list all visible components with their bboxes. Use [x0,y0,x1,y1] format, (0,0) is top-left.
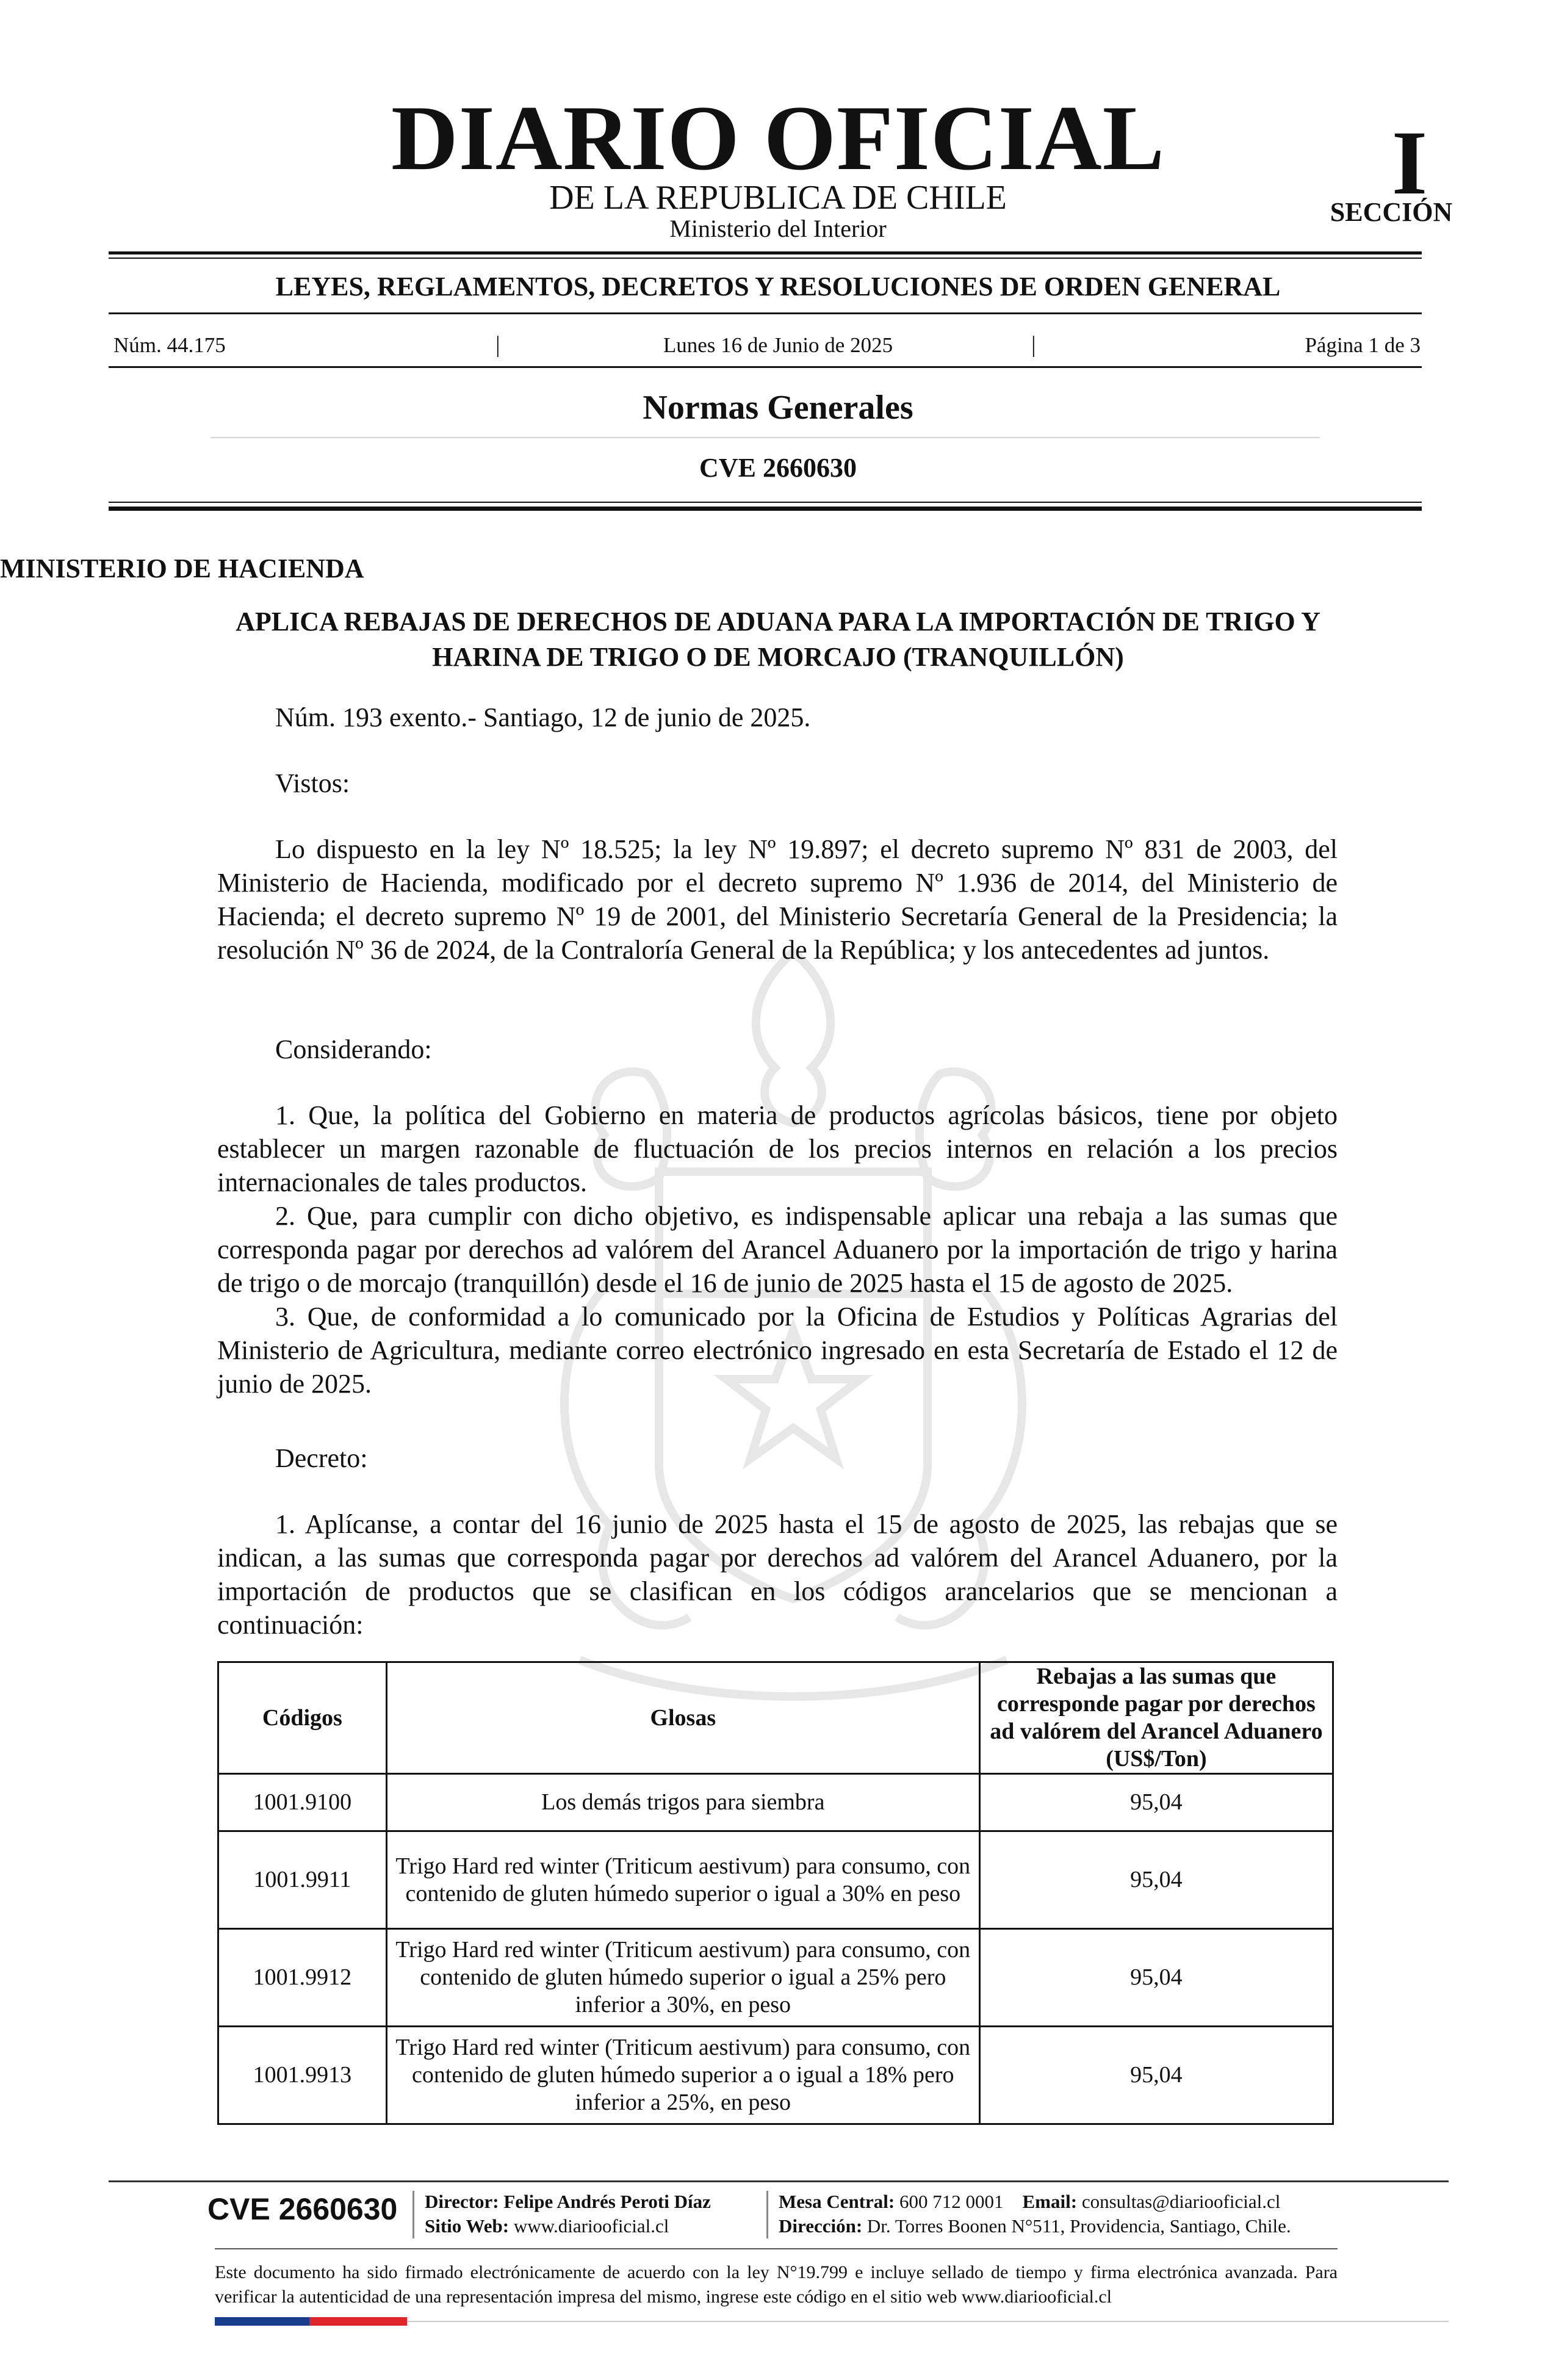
cve-rule-thick [109,507,1422,511]
decree-number-line: Núm. 193 exento.- Santiago, 12 de junio de 2025. [275,702,811,732]
header-rule-top-thin [109,258,1422,259]
footer-website: Sitio Web: www.diariooficial.cl [425,2215,669,2237]
table-row [218,1831,1333,1929]
cell-gloss: Trigo Hard red winter (Triticum aestivum) para consumo, con contenido de gluten húmedo superior a o igual a 18% pero inferior a 25%, en peso [386,2027,979,2124]
cell-gloss: Los demás trigos para siembra [386,1774,979,1831]
vistos-paragraph: Lo dispuesto en la ley Nº 18.525; la ley Nº 19.897; el decreto supremo Nº 831 de 2003, del Ministerio de Hacienda, modificado por el decreto supremo Nº 1.936 de 2014, del Ministerio de Hacienda; el decreto supremo Nº 19 de 2001, del Ministerio Secretaría General de la Presidencia; la resolución Nº 36 de 2024, de la Contraloría General de la República; y los antecedentes ad juntos. [217,834,1338,965]
decreto-article-1: 1. Aplícanse, a contar del 16 junio de 2025 hasta el 15 de agosto de 2025, las rebajas que se indican, a las sumas que corresponda pagar por derechos ad valórem del Arancel Aduanero, por la importación de productos que se clasifican en los códigos arancelarios que se mencionan a continuación: [217,1509,1338,1640]
column-header-codes: Códigos [218,1662,387,1774]
footer-director: Director: Felipe Andrés Peroti Díaz [425,2191,711,2212]
considerando-item: 2. Que, para cumplir con dicho objetivo, es indispensable aplicar una rebaja a las sumas que corresponda pagar por derechos ad valórem del Arancel Aduanero por la importación de trigo y harina de trigo o de morcajo (tranquillón) desde el 16 de junio de 2025 hasta el 15 de agosto de 2025. [217,1201,1338,1298]
vistos-heading: Vistos: [275,768,350,798]
masthead: DIARIO OFICIAL [391,87,1165,189]
flag-stripe-red [309,2317,407,2326]
info-rule [109,366,1422,368]
tariff-table [217,1661,1334,2125]
considerando-heading: Considerando: [275,1034,432,1064]
cell-code: 1001.9912 [218,1929,387,2027]
footer-phone-email: Mesa Central: 600 712 0001 Email: consultas@diariooficial.cl [779,2191,1281,2212]
info-separator: | [495,332,500,358]
norms-divider [211,437,1320,438]
decreto-heading: Decreto: [275,1443,368,1473]
cve-code: CVE 2660630 [699,453,857,483]
category-rule [109,312,1422,314]
website-link[interactable]: www.diariooficial.cl [513,2215,669,2237]
header-rule-top [109,251,1422,254]
footer-rule [109,2180,1449,2182]
cell-gloss: Trigo Hard red winter (Triticum aestivum) para consumo, con contenido de gluten húmedo superior o igual a 30% en peso [386,1831,979,1929]
cell-gloss: Trigo Hard red winter (Triticum aestivum) para consumo, con contenido de gluten húmedo superior o igual a 25% pero inferior a 30%, en peso [386,1929,979,2027]
info-separator: | [1031,332,1036,358]
table-row [218,1774,1333,1831]
considerando-item: 3. Que, de conformidad a lo comunicado por la Oficina de Estudios y Políticas Agrarias del Ministerio de Agricultura, mediante correo electrónico ingresado en esta Secretaría de Estado el 12 de junio de 2025. [217,1302,1338,1399]
considerando-item: 1. Que, la política del Gobierno en materia de productos agrícolas básicos, tiene por objeto establecer un margen razonable de fluctuación de los precios internos en relación a los precios internacionales de tales productos. [217,1100,1338,1197]
cell-rebate: 95,04 [979,1929,1333,2027]
cell-rebate: 95,04 [979,1774,1333,1831]
footer-separator [766,2191,768,2238]
column-header-rebate: Rebajas a las sumas que corresponde pagar por derechos ad valórem del Arancel Aduanero (US$/Ton) [979,1662,1333,1774]
ministry-heading: MINISTERIO DE HACIENDA [0,554,364,583]
cell-code: 1001.9100 [218,1774,387,1831]
considerando-list [217,1098,1338,1401]
table-header-row [218,1662,1333,1774]
decree-title: APLICA REBAJAS DE DERECHOS DE ADUANA PARA LA IMPORTACIÓN DE TRIGO Y HARINA DE TRIGO O DE MORCAJO (TRANQUILLÓN) [236,607,1320,672]
cell-rebate: 95,04 [979,2027,1333,2124]
masthead-ministry: Ministerio del Interior [669,215,887,242]
footer-cve-code: CVE 2660630 [207,2192,398,2226]
issue-number: Núm. 44.175 [113,333,226,357]
section-number: I [1391,112,1428,214]
table-row [218,2027,1333,2124]
table-row [218,1929,1333,2027]
issue-date: Lunes 16 de Junio de 2025 [663,333,893,357]
cell-code: 1001.9911 [218,1831,387,1929]
footer-rule-inner [215,2248,1338,2249]
cve-rule-thin [109,502,1422,503]
cell-rebate: 95,04 [979,1831,1333,1929]
flag-stripe-blue [215,2317,309,2326]
flag-stripe-line [407,2321,1449,2322]
footer-address: Dirección: Dr. Torres Boonen N°511, Providencia, Santiago, Chile. [779,2215,1291,2237]
column-header-glosses: Glosas [386,1662,979,1774]
section-label: SECCIÓN [1330,197,1453,227]
page-indicator: Página 1 de 3 [1305,333,1421,357]
masthead-subtitle: DE LA REPUBLICA DE CHILE [549,179,1007,217]
category-heading: LEYES, REGLAMENTOS, DECRETOS Y RESOLUCIONES DE ORDEN GENERAL [275,272,1281,301]
footer-disclaimer: Este documento ha sido firmado electrónicamente de acuerdo con la ley N°19.799 e incluye sellado de tiempo y firma electrónica avanzada. Para verificar la autenticidad de una representación impresa del mismo, ingrese este código en el sitio web www.diariooficial.cl [215,2262,1338,2307]
cell-code: 1001.9913 [218,2027,387,2124]
email-link[interactable]: consultas@diariooficial.cl [1081,2191,1281,2212]
norms-heading: Normas Generales [643,389,913,427]
footer-separator [412,2191,414,2238]
